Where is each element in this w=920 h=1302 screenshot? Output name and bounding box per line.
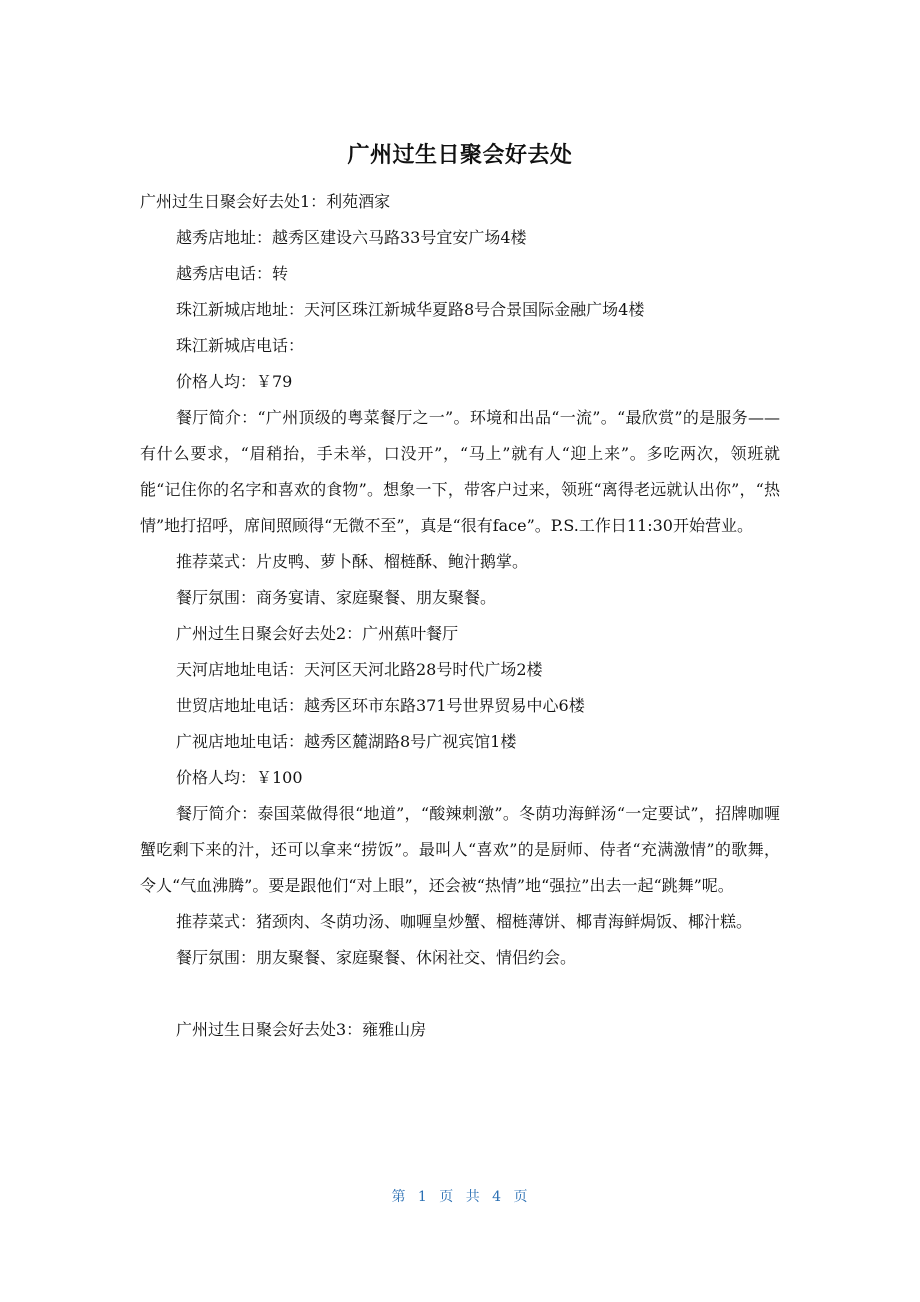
paragraph: 餐厅简介：“广州顶级的粤菜餐厅之一”。环境和出品“一流”。“最欣赏”的是服务——有什么要求，“眉稍抬，手未举，口没开”，“马上”就有人“迎上来”。多吃两次，领班就能“记住你的名字和喜欢的食物”。想象一下，带客户过来，领班“离得老远就认出你”，“热情”地打招呼，席间照顾得“无微不至”，真是“很有face”。P.S.工作日11:30开始营业。 <box>140 408 780 535</box>
paragraph: 广视店地址电话：越秀区麓湖路8号广视宾馆1楼 <box>176 732 517 751</box>
document-body <box>140 184 780 1048</box>
paragraph: 餐厅氛围：商务宴请、家庭聚餐、朋友聚餐。 <box>176 588 497 607</box>
paragraph: 广州过生日聚会好去处1：利苑酒家 <box>140 192 391 211</box>
paragraph: 推荐菜式：片皮鸭、萝卜酥、榴梿酥、鲍汁鹅掌。 <box>176 552 529 571</box>
paragraph: 价格人均：￥79 <box>176 372 293 391</box>
paragraph: 越秀店电话：转 <box>176 264 289 283</box>
paragraph-gap <box>140 976 780 1012</box>
page-title: 广州过生日聚会好去处 <box>347 143 573 168</box>
page-footer: 第 1 页 共 4 页 <box>391 1189 529 1205</box>
paragraph: 餐厅简介：泰国菜做得很“地道”，“酸辣刺激”。冬荫功海鲜汤“一定要试”，招牌咖喱蟹吃剩下来的汁，还可以拿来“捞饭”。最叫人“喜欢”的是厨师、侍者“充满激情”的歌舞，令人“气血沸腾”。要是跟他们“对上眼”，还会被“热情”地“强拉”出去一起“跳舞”呢。 <box>140 804 780 895</box>
paragraph: 价格人均：￥100 <box>176 768 303 787</box>
paragraph: 天河店地址电话：天河区天河北路28号时代广场2楼 <box>176 660 543 679</box>
paragraph: 越秀店地址：越秀区建设六马路33号宜安广场4楼 <box>176 228 527 247</box>
paragraph: 餐厅氛围：朋友聚餐、家庭聚餐、休闲社交、情侣约会。 <box>176 948 577 967</box>
paragraph: 广州过生日聚会好去处3：雍雅山房 <box>176 1020 427 1039</box>
paragraph: 世贸店地址电话：越秀区环市东路371号世界贸易中心6楼 <box>176 696 585 715</box>
paragraph: 推荐菜式：猪颈肉、冬荫功汤、咖喱皇炒蟹、榴梿薄饼、椰青海鲜焗饭、椰汁糕。 <box>176 912 753 931</box>
paragraph: 珠江新城店地址：天河区珠江新城华夏路8号合景国际金融广场4楼 <box>176 300 645 319</box>
paragraph: 珠江新城店电话： <box>176 336 305 355</box>
paragraph: 广州过生日聚会好去处2：广州蕉叶餐厅 <box>176 624 459 643</box>
